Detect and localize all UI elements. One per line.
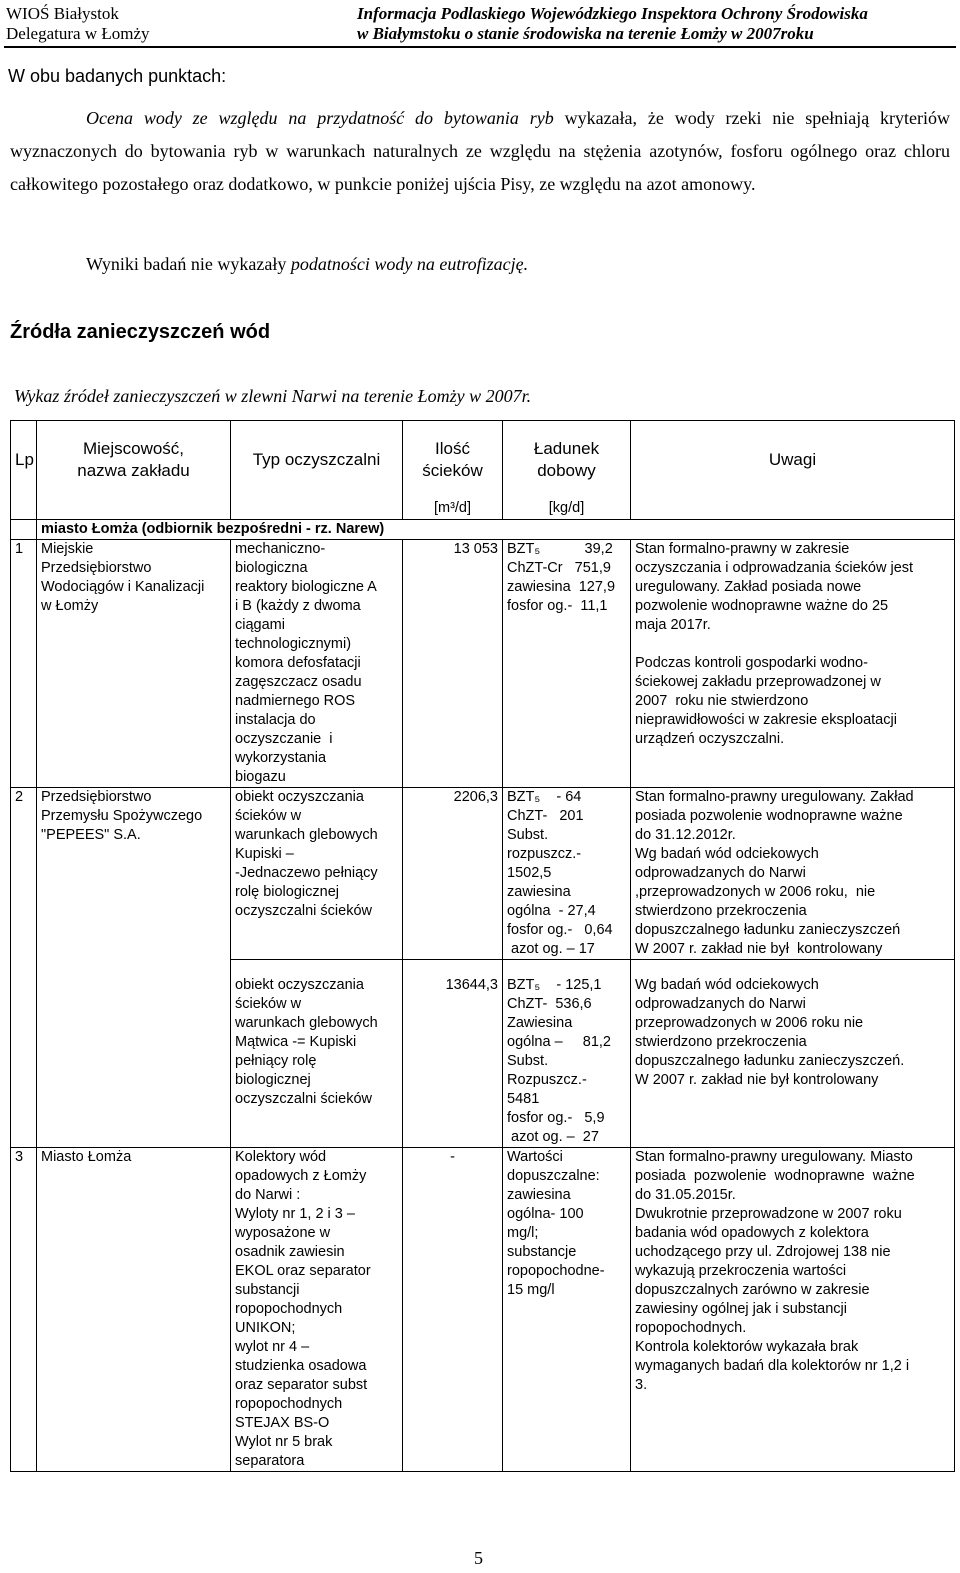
row-amount: - [403,1148,503,1472]
row-name: Miejskie Przedsiębiorstwo Wodociągów i Kanalizacji w Łomży [37,540,231,788]
row-amount: 13 053 [403,540,503,788]
table-row [11,540,955,788]
table-caption: Wykaz źródeł zanieczyszczeń w zlewni Narwi na terenie Łomży w 2007r. [14,386,532,406]
table-units-row [11,499,955,520]
col-header-load: Ładunek dobowy [503,421,631,500]
row-notes: Stan formalno-prawny uregulowany. Zakład posiada pozwolenie wodnoprawne ważne do 31.12.2012r. Wg badań wód odciekowych odprowadzanych do Narwi ,przeprowadzonych w 2006 roku, nie stwierdzono przekroczenia dopuszczalnego ładunku zanieczyszczeń W 2007 r. zakład nie był kontrolowany [631,788,955,960]
header-delegation-name: Delegatura w Łomży [6,24,150,43]
row-type: obiekt oczyszczania ścieków w warunkach glebowych Kupiski – -Jednaczewo pełniący rolę biologicznej oczyszczalni ścieków [231,788,403,960]
row-amount: 2206,3 [403,788,503,960]
summary-paragraph-2 [86,248,528,281]
row-name: Miasto Łomża [37,1148,231,1472]
group-label: miasto Łomża (odbiornik bezpośredni - rz. Narew) [37,520,955,540]
header-title-line1: Informacja Podlaskiego Wojewódzkiego Inspektora Ochrony Środowiska [357,4,868,23]
unit-load: [kg/d] [503,499,631,520]
summary-paragraph-2-text: Wyniki badań nie wykazały [86,254,291,274]
header-right [357,4,868,44]
row-load: BZT₅ 39,2 ChZT-Cr 751,9 zawiesina 127,9 fosfor og.- 11,1 [503,540,631,788]
row-load: Wartości dopuszczalne: zawiesina ogólna- 100 mg/l; substancje ropopochodne- 15 mg/l [503,1148,631,1472]
col-header-type: Typ oczyszczalni [231,421,403,500]
row-load: BZT₅ - 64 ChZT- 201 Subst. rozpuszcz.- 1502,5 zawiesina ogólna - 27,4 fosfor og.- 0,64 azot og. – 17 [503,788,631,960]
summary-paragraph-1 [10,102,950,201]
col-header-amount: Ilość ścieków [403,421,503,500]
row-lp: 3 [11,1148,37,1472]
col-header-notes: Uwagi [631,421,955,500]
row-name: Przedsiębiorstwo Przemysłu Spożywczego "PEPEES" S.A. [37,788,231,960]
summary-paragraph-1-text: wykazała, że wody rzeki nie spełniają kryteriów wyznaczonych do bytowania ryb w warunkach naturalnych ze względu na stężenia azotynów, fosforu ogólnego oraz chloru całkowitego pozostałego oraz dodatkowo, w punkcie poniżej ujścia Pisy, ze względu na azot amonowy. [10,108,951,194]
table-header-row [11,421,955,500]
row-type: obiekt oczyszczania ścieków w warunkach glebowych Mątwica -= Kupiski pełniący rolę biologicznej oczyszczalni ścieków [231,960,403,1148]
col-header-lp: Lp [11,421,37,500]
unit-amount: [m³/d] [403,499,503,520]
summary-paragraph-1-italic: Ocena wody ze względu na przydatność do bytowania ryb [86,108,554,128]
row-load: BZT₅ - 125,1 ChZT- 536,6 Zawiesina ogólna – 81,2 Subst. Rozpuszcz.- 5481 fosfor og.- 5,9 azot og. – 27 [503,960,631,1148]
table-row [11,960,955,1148]
table-row [11,788,955,960]
table-group-row [11,520,955,540]
row-lp: 2 [11,788,37,960]
row-notes: Stan formalno-prawny w zakresie oczyszczania i odprowadzania ścieków jest uregulowany. Zakład posiada nowe pozwolenie wodnoprawne ważne do 25 maja 2017r. Podczas kontroli gospodarki wodno- ściekowej zakładu przeprowadzonej w 2007 roku nie stwierdzono nieprawidłowości w zakresie eksploatacji urządzeń oczyszczalni. [631,540,955,788]
header-left [6,4,150,44]
header-divider [4,46,956,48]
section-heading: Źródła zanieczyszczeń wód [10,321,271,343]
summary-heading: W obu badanych punktach: [8,66,227,86]
row-lp: 1 [11,540,37,788]
page-number: 5 [474,1548,483,1568]
row-amount: 13644,3 [403,960,503,1148]
row-notes: Stan formalno-prawny uregulowany. Miasto posiada pozwolenie wodnoprawne ważne do 31.05.2015r. Dwukrotnie przeprowadzone w 2007 roku badania wód opadowych z kolektora uchodzącego przy ul. Zdrojowej 138 nie wykazują przekroczenia wartości dopuszczalnych zarówno w zakresie zawiesiny ogólnej jak i substancji ropopochodnych. Kontrola kolektorów wykazała brak wymaganych badań dla kolektorów nr 1,2 i 3. [631,1148,955,1472]
row-name [37,960,231,1148]
row-type: mechaniczno- biologiczna reaktory biologiczne A i B (każdy z dwoma ciągami technologicznymi) komora defosfatacji zagęszczacz osadu nadmiernego ROS instalacja do oczyszczanie i wykorzystania biogazu [231,540,403,788]
header-org-name: WIOŚ Białystok [6,4,119,23]
header-title-line2: w Białymstoku o stanie środowiska na terenie Łomży w 2007roku [357,24,814,43]
table-row [11,1148,955,1472]
summary-paragraph-2-italic: podatności wody na eutrofizację. [290,254,529,274]
row-type: Kolektory wód opadowych z Łomży do Narwi : Wyloty nr 1, 2 i 3 – wyposażone w osadnik zawiesin EKOL oraz separator substancji ropopochodnych UNIKON; wylot nr 4 – studzienka osadowa oraz separator subst ropopochodnych STEJAX BS-O Wylot nr 5 brak separatora [231,1148,403,1472]
row-notes: Wg badań wód odciekowych odprowadzanych do Narwi przeprowadzonych w 2006 roku nie stwierdzono przekroczenia dopuszczalnego ładunku zanieczyszczeń. W 2007 r. zakład nie był kontrolowany [631,960,955,1148]
pollution-sources-table [10,420,955,1472]
col-header-name: Miejscowość, nazwa zakładu [37,421,231,500]
row-lp [11,960,37,1148]
